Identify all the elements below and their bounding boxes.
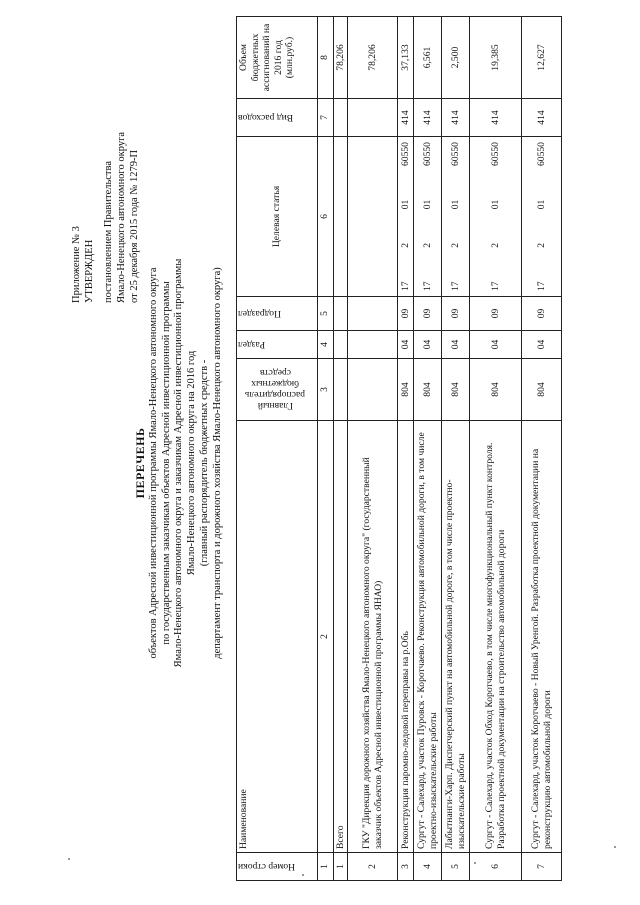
row-grbs: 804	[398, 359, 414, 421]
table-row	[333, 17, 348, 881]
heading-line-2: по государственным заказчикам объектов Адресной инвестиционной программы	[160, 281, 172, 645]
document-title: ПЕРЕЧЕНЬ	[133, 427, 147, 499]
heading-line-1: объектов Адресной инвестиционной программы Ямало-Ненецкого автономного округа	[147, 267, 159, 659]
row-expense	[348, 99, 398, 137]
table-row	[348, 17, 398, 881]
row-name: Лабытнанги-Харп. Диспетчерский пункт на автомобильной дороге, в том числе проектно-изыскательские работы	[442, 421, 470, 853]
header-name: Наименование	[237, 421, 318, 853]
row-target: 17 2 01 60550	[442, 137, 470, 297]
approval-date: от 25 декабря 2015 года № 1279-П	[129, 149, 140, 303]
row-grbs	[333, 359, 348, 421]
approval-region: Ямало-Ненецкого автономного округа	[116, 131, 127, 303]
row-subsection: 09	[522, 297, 562, 331]
row-subsection: 09	[442, 297, 470, 331]
row-expense: 414	[522, 99, 562, 137]
row-target	[348, 137, 398, 297]
col-index: 5	[317, 297, 333, 331]
scan-speck	[614, 846, 616, 848]
row-section: 04	[442, 331, 470, 359]
col-index: 7	[317, 99, 333, 137]
row-volume: 6,561	[414, 17, 442, 99]
row-target: 17 2 01 60550	[398, 137, 414, 297]
row-target: 17 2 01 60550	[414, 137, 442, 297]
row-section	[348, 331, 398, 359]
row-subsection	[348, 297, 398, 331]
header-section: Раздел	[237, 331, 318, 359]
row-number: 2	[348, 853, 398, 881]
table-row	[470, 17, 522, 881]
row-name: ГКУ "Дирекция дорожного хозяйства Ямало-Ненецкого автономного округа" (государственный заказчик объектов Адресной инвестиционной программы ЯНАО)	[348, 421, 398, 853]
row-subsection: 09	[398, 297, 414, 331]
row-subsection: 09	[470, 297, 522, 331]
table-row	[522, 17, 562, 881]
row-expense: 414	[414, 99, 442, 137]
row-section: 04	[522, 331, 562, 359]
scan-speck	[68, 858, 70, 860]
heading-line-5: (главный распорядитель бюджетных средств -	[198, 359, 210, 567]
row-number: 3	[398, 853, 414, 881]
row-expense: 414	[442, 99, 470, 137]
row-target	[333, 137, 348, 297]
scan-speck	[474, 862, 476, 864]
row-number: 4	[414, 853, 442, 881]
row-subsection	[333, 297, 348, 331]
heading-line-4: Ямало-Ненецкого автономного округа на 2016 год	[186, 350, 198, 576]
scan-speck	[302, 874, 304, 876]
row-target: 17 2 01 60550	[522, 137, 562, 297]
row-name: Сургут - Салехард, участок Коротчаево - Новый Уренгой. Разработка проектной документации на реконструкцию автомобильной дороги	[522, 421, 562, 853]
row-number: 6	[470, 853, 522, 881]
row-grbs: 804	[442, 359, 470, 421]
approval-appendix: Приложение № 3	[71, 226, 82, 303]
row-volume: 78,206	[333, 17, 348, 99]
approval-block	[70, 23, 141, 303]
row-section: 04	[398, 331, 414, 359]
row-expense: 414	[398, 99, 414, 137]
row-name: Всего	[333, 421, 348, 853]
row-subsection: 09	[414, 297, 442, 331]
col-index: 8	[317, 17, 333, 99]
table-row	[442, 17, 470, 881]
row-grbs	[348, 359, 398, 421]
col-index: 2	[317, 421, 333, 853]
row-volume: 19,385	[470, 17, 522, 99]
row-name: Реконструкция паромно-ледовой переправы на р.Обь	[398, 421, 414, 853]
row-section: 04	[470, 331, 522, 359]
table-header-row	[237, 17, 318, 881]
approval-resolution: постановлением Правительства	[103, 160, 114, 303]
header-grbs: Главный распорядитель бюджетных средств	[237, 359, 318, 421]
row-target: 17 2 01 60550	[470, 137, 522, 297]
row-volume: 37,133	[398, 17, 414, 99]
objects-table	[236, 16, 562, 881]
row-name: Сургут - Салехард, участок Пуровск - Коротчаево. Реконструкция автомобильной дороги, в том числе проектно-изыскательские работы	[414, 421, 442, 853]
row-grbs: 804	[470, 359, 522, 421]
row-number: 7	[522, 853, 562, 881]
row-section	[333, 331, 348, 359]
col-index: 1	[317, 853, 333, 881]
document-heading	[134, 228, 225, 698]
header-target: Целевая статья	[237, 137, 318, 297]
row-section: 04	[414, 331, 442, 359]
row-expense	[333, 99, 348, 137]
header-subsection: Подраздел	[237, 297, 318, 331]
col-index: 6	[317, 137, 333, 297]
row-number: 1	[333, 853, 348, 881]
row-expense: 414	[470, 99, 522, 137]
heading-line-3: Ямало-Ненецкого автономного округа и заказчикам Адресной инвестиционной программы	[173, 258, 185, 668]
row-grbs: 804	[414, 359, 442, 421]
row-name: Сургут - Салехард, участок Обход Коротчаево, в том числе многофункциональный пункт контроля. Разработка проектной документации на строительство автомобильной дороги	[470, 421, 522, 853]
rotated-sheet	[14, 13, 634, 893]
row-volume: 78,206	[348, 17, 398, 99]
row-volume: 12,627	[522, 17, 562, 99]
header-row-number: Номер строки	[237, 853, 318, 881]
table-row	[414, 17, 442, 881]
table-row	[398, 17, 414, 881]
row-volume: 2,500	[442, 17, 470, 99]
header-expense: Вид расходов	[237, 99, 318, 137]
col-index: 3	[317, 359, 333, 421]
column-index-row	[317, 17, 333, 881]
header-volume: Объем бюджетных ассигнований на 2016 год (млн.руб.)	[237, 17, 318, 99]
approval-approved: УТВЕРЖДЕН	[84, 239, 95, 303]
row-grbs: 804	[522, 359, 562, 421]
row-number: 5	[442, 853, 470, 881]
col-index: 4	[317, 331, 333, 359]
heading-line-6: департамент транспорта и дорожного хозяйства Ямало-Ненецкого автономного округа)	[211, 267, 223, 659]
